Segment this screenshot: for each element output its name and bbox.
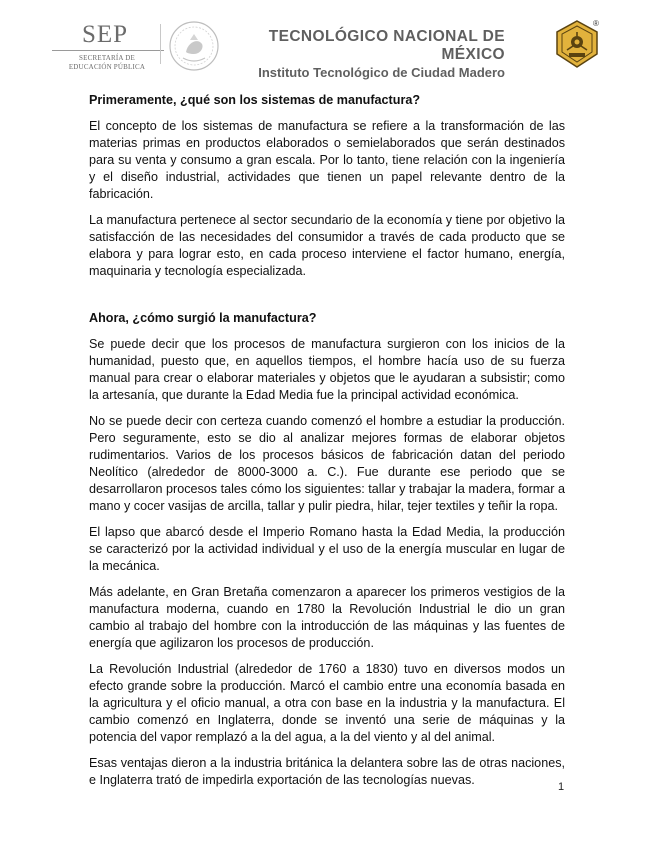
sep-subtitle-line1: SECRETARÍA DE xyxy=(79,54,135,62)
section-spacer xyxy=(89,289,565,310)
sep-logo xyxy=(52,22,162,72)
paragraph: La manufactura pertenece al sector secundario de la economía y tiene por objetivo la satisfacción de las necesidades del consumidor a través de cada producto que se elabora y para lograr esto, en cada proceso interviene el factor humano, energía, maquinaria y tecnología especializada. xyxy=(89,213,565,278)
page-number: 1 xyxy=(558,781,565,793)
page-header xyxy=(0,0,655,80)
paragraph: La Revolución Industrial (alrededor de 1760 a 1830) tuvo en diversos modos un efecto grande sobre la producción. Marcó el cambio entre una economía basada en la agricultura y el oficio manual, a otra con base en la industria y la manufactura. El cambio comenzó en Inglaterra, donde se inventó una serie de máquinas y la potencia del vapor remplazó a la del agua, a la del viento y al del animal. xyxy=(89,662,565,744)
paragraph: El lapso que abarcó desde el Imperio Romano hasta la Edad Media, la producción se caracterizó por la actividad individual y el uso de la energía muscular en lugar de la mecánica. xyxy=(89,525,565,573)
section-heading: Ahora, ¿cómo surgió la manufactura? xyxy=(89,311,317,325)
paragraph: Más adelante, en Gran Bretaña comenzaron a aparecer los primeros vestigios de la manufactura moderna, cuando en 1780 la Revolución Industrial le dio un gran cambio al trabajo del hombre con la introducción de las máquinas y las fuentes de energía que agilizaron los procesos de producción. xyxy=(89,585,565,650)
section-heading: Primeramente, ¿qué son los sistemas de manufactura? xyxy=(89,93,421,107)
registered-mark: ® xyxy=(593,19,599,28)
header-divider xyxy=(160,24,161,64)
institution-subtitle: Instituto Tecnológico de Ciudad Madero xyxy=(258,65,505,80)
paragraph: Se puede decir que los procesos de manufactura surgieron con los inicios de la humanidad, puesto que, en aquellos tiempos, el hombre hacía uso de su fuerza manual para crear o elaborar materiales y objetos que le ayudaran a subsistir; como la artesanía, que durante la Edad Media fue la principal actividad económica. xyxy=(89,337,565,402)
paragraph: No se puede decir con certeza cuando comenzó el hombre a estudiar la producción. Pero seguramente, esto se dio al analizar mejores formas de elaborar objetos rudimentarios. Varios de los procesos básicos de fabricación datan del periodo Neolítico (alrededor de 8000-3000 a. C.). Fue durante ese periodo que se desarrollaron procesos tales cómo los siguientes: tallar y trabajar la madera, formar a mano y cocer vasijas de arcilla, tallar y pulir piedra, hilar, tejer textiles y teñir la ropa. xyxy=(89,414,565,513)
institution-block xyxy=(255,28,505,82)
sep-rule xyxy=(52,50,164,51)
paragraph: El concepto de los sistemas de manufactura se refiere a la transformación de las materias primas en productos elaborados o semielaborados que serán destinados para su venta y consumo a gran escala. Por lo tanto, tiene relación con la ingeniería y el diseño industrial, actividades que tienen un papel relevante dentro de la fabricación. xyxy=(89,119,565,201)
national-seal-icon xyxy=(168,20,220,72)
paragraph: Esas ventajas dieron a la industria británica la delantera sobre las de otras naciones, e Inglaterra trató de impedirla exportación de las tecnologías nuevas. xyxy=(89,756,565,787)
sep-subtitle-line2: EDUCACIÓN PÚBLICA xyxy=(68,63,146,71)
institution-title: TECNOLÓGICO NACIONAL DE MÉXICO xyxy=(268,28,505,63)
document-body xyxy=(89,92,565,798)
sep-name: SEP xyxy=(82,21,129,48)
